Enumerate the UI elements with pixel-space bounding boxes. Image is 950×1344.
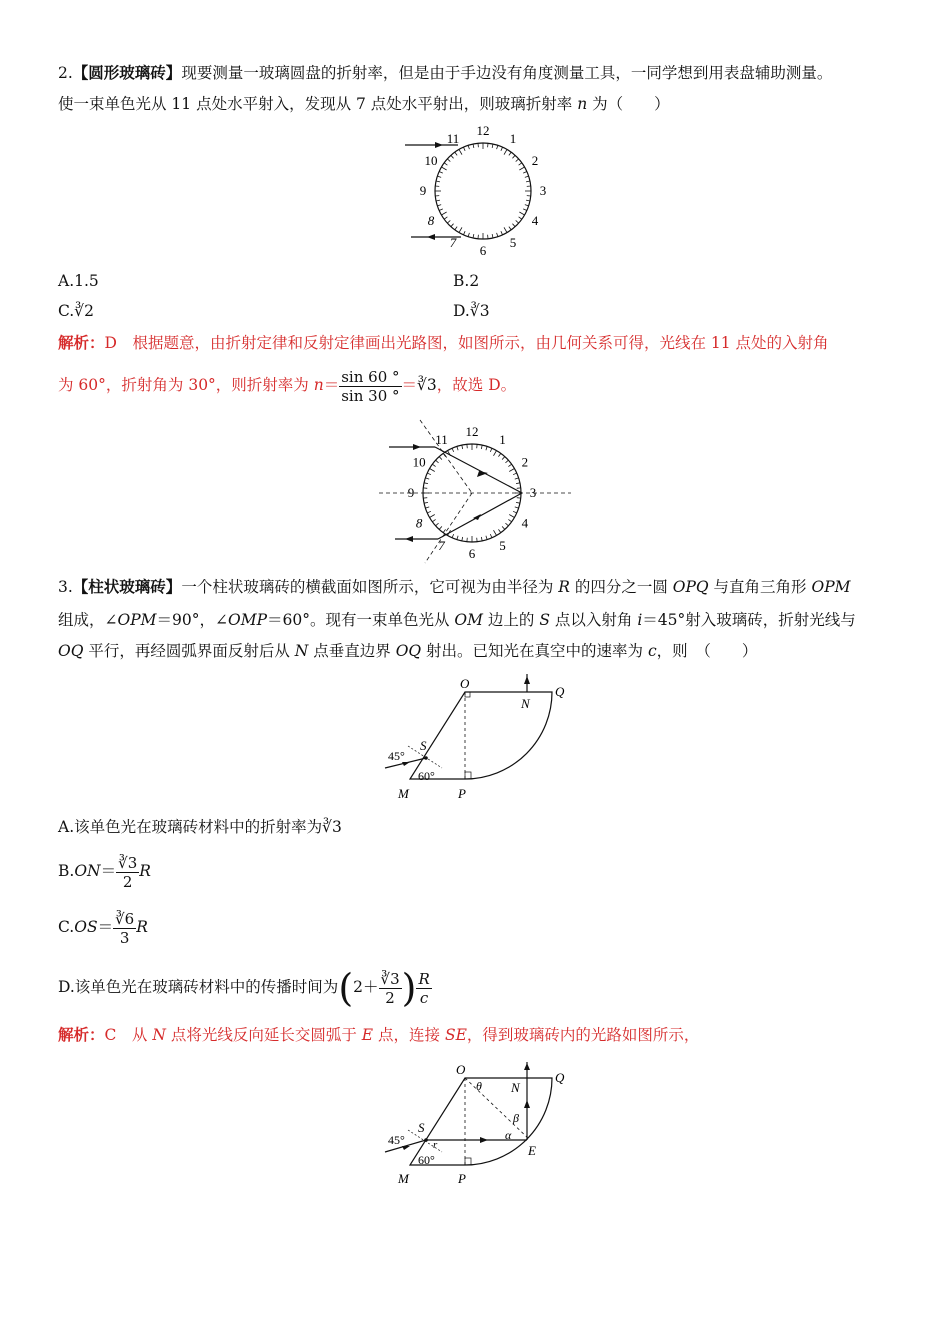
clock-tick xyxy=(437,176,441,177)
q3-option-d-frac2 xyxy=(416,970,431,1007)
label-m: M xyxy=(398,786,409,801)
label-o: O xyxy=(460,676,470,691)
q2-text2b: 为（ ） xyxy=(587,95,670,113)
q3-option-d-num-val: 3 xyxy=(390,969,400,988)
label2-beta: β xyxy=(513,1111,519,1125)
label2-45: 45° xyxy=(388,1133,405,1147)
clock-number: 7 xyxy=(449,234,457,250)
clock-tick xyxy=(452,534,454,538)
q3-analysis-text-a: 从 xyxy=(131,1026,153,1044)
clock-tick xyxy=(424,502,428,503)
q3-analysis-answer: C xyxy=(104,1026,117,1044)
clock-number: 6 xyxy=(479,243,487,258)
clock-tick xyxy=(481,445,482,449)
clock-tick xyxy=(502,457,505,460)
clock-tick xyxy=(501,231,503,235)
q3-option-d-den: 2 xyxy=(385,988,395,1007)
clock-number: 12 xyxy=(476,123,490,138)
q3-number: 3. xyxy=(58,578,73,596)
label2-alpha: α xyxy=(505,1128,512,1142)
label2-q: Q xyxy=(555,1070,565,1085)
clock-tick xyxy=(432,464,435,466)
q3-option-b-eq: ＝ xyxy=(100,862,117,880)
label2-n: N xyxy=(511,1080,520,1095)
q3-option-c-frac xyxy=(113,910,136,947)
q3-text2d: 边上的 xyxy=(482,611,540,629)
label-q: Q xyxy=(555,684,565,699)
clock-tick xyxy=(492,144,493,148)
clock-tick xyxy=(486,536,487,540)
q3-option-c-num: ∛6 xyxy=(115,909,135,928)
q3-analysis-e: E xyxy=(361,1026,374,1044)
label2-60: 60° xyxy=(418,1153,435,1167)
clock-tick xyxy=(425,507,429,508)
q2-tag: 【圆形玻璃砖】 xyxy=(72,63,182,82)
q2-analysis-text2a: 为 60°，折射角为 30°，则折射率为 xyxy=(58,376,314,394)
clock-tick xyxy=(504,149,507,154)
clock-tick xyxy=(516,502,520,503)
clock-dial xyxy=(420,123,547,258)
clock-number: 9 xyxy=(407,485,415,500)
q3-option-d-rparen: ) xyxy=(401,966,417,1010)
clock-tick xyxy=(437,205,441,206)
clock-number: 3 xyxy=(539,183,547,198)
clock-tick xyxy=(519,163,522,165)
q2-analysis-text1: 根据题意，由折射定律和反射定律画出光路图，如图所示，由几何关系可得，光线在 11 点处的入射角 xyxy=(132,334,829,352)
q3-option-c[interactable] xyxy=(58,904,148,950)
clock-number: 4 xyxy=(531,213,539,228)
q3-option-a-text: A.该单色光在玻璃砖材料中的折射率为 xyxy=(58,818,323,836)
clock-tick xyxy=(463,147,465,151)
q3-option-d-two: 2＋ xyxy=(353,978,379,996)
q3-text2b: ＝90°，∠ xyxy=(156,611,228,629)
clock-tick xyxy=(447,159,450,162)
clock-tick xyxy=(509,152,511,155)
clock-tick xyxy=(473,144,474,148)
q3-text2f: ＝45°射入玻璃砖，折射光线与 xyxy=(642,611,856,629)
q2-clock-figure xyxy=(395,118,565,263)
clock-tick xyxy=(444,163,447,165)
clock-tick xyxy=(441,167,446,170)
clock-tick xyxy=(424,483,428,484)
q3-option-c-eq: ＝ xyxy=(97,918,114,936)
clock-number: 11 xyxy=(435,432,448,448)
clock-tick xyxy=(486,446,487,450)
clock-number: 6 xyxy=(468,546,476,561)
clock-tick xyxy=(452,448,454,452)
q2-analysis-text2b: ，故选 D。 xyxy=(436,376,517,394)
q3-text1a: 一个柱状玻璃砖的横截面如图所示，它可视为由半径为 xyxy=(181,578,559,596)
q3-analysis-text-b: 点将光线反向延长交圆弧于 xyxy=(165,1026,362,1044)
q2-option-d-prefix: D. xyxy=(453,302,470,320)
clock-number: 9 xyxy=(419,183,427,198)
label2-m: M xyxy=(398,1171,409,1186)
clock-number: 1 xyxy=(509,131,517,147)
clock-tick xyxy=(512,155,515,158)
clock-tick xyxy=(513,473,517,475)
clock-tick xyxy=(430,515,435,518)
q3-var-om: OM xyxy=(454,611,483,629)
label2-p: P xyxy=(458,1171,466,1186)
clock-number: 5 xyxy=(509,234,517,250)
q2-frac-num: sin 60 ° xyxy=(341,367,400,386)
clock-tick xyxy=(468,233,469,237)
clock-tick xyxy=(508,464,511,466)
clock-number: 5 xyxy=(499,537,506,553)
clock-tick xyxy=(526,200,530,201)
clock-tick xyxy=(523,171,527,173)
clock-tick xyxy=(492,234,493,238)
q3-analysis-se: SE xyxy=(444,1026,467,1044)
clock-tick xyxy=(509,227,511,230)
q3-option-b[interactable] xyxy=(58,848,151,894)
q3-option-d-frac xyxy=(379,970,402,1007)
q3-var-opq: OPQ xyxy=(672,578,709,596)
q3-option-b-den: 2 xyxy=(122,872,133,891)
q2-analysis-line2 xyxy=(58,364,516,406)
clock-tick xyxy=(432,519,435,521)
clock-tick xyxy=(505,460,508,463)
q2-analysis-line1 xyxy=(58,332,829,354)
clock-number: 8 xyxy=(427,213,435,228)
q3-analysis-text-d: ，得到玻璃砖内的光路如图所示， xyxy=(466,1026,700,1044)
label2-theta: θ xyxy=(476,1079,482,1093)
clock-tick xyxy=(502,526,505,529)
q2-analysis-figure xyxy=(375,418,575,568)
clock-tick xyxy=(515,507,519,508)
clock-tick xyxy=(525,205,529,206)
clock-number: 7 xyxy=(438,537,445,553)
q3-var-opm: OPM xyxy=(811,578,851,596)
clock-tick xyxy=(462,445,463,449)
q3-var-n: N xyxy=(294,642,309,660)
q3-text3a: 平行，再经圆弧界面反射后从 xyxy=(83,642,295,660)
q3-line1 xyxy=(58,576,851,598)
q2-analysis-fraction xyxy=(339,368,401,405)
q3-text1b: 的四分之一圆 xyxy=(569,578,673,596)
clock-tick xyxy=(473,234,474,238)
clock-tick xyxy=(504,227,507,232)
q3-text1c: 与直角三角形 xyxy=(708,578,812,596)
clock-tick xyxy=(436,200,440,201)
q3-var-c: c xyxy=(647,642,657,660)
q3-var-i: i xyxy=(637,611,643,629)
clock-tick xyxy=(519,167,524,170)
clock-tick xyxy=(459,149,462,154)
label-60: 60° xyxy=(418,769,435,783)
q3-line2 xyxy=(58,609,856,631)
clock-tick xyxy=(436,181,440,182)
q3-option-d[interactable] xyxy=(58,962,432,1012)
clock-tick xyxy=(451,224,454,227)
q2-analysis-label: 解析： xyxy=(58,333,105,352)
clock-tick xyxy=(481,537,482,541)
q3-option-d-lparen: ( xyxy=(338,966,354,1010)
label-45: 45° xyxy=(388,749,405,763)
q3-var-s: S xyxy=(539,611,550,629)
clock-tick xyxy=(513,511,517,513)
clock-tick xyxy=(441,212,446,215)
label-p: P xyxy=(458,786,466,801)
q3-option-b-num-val: 3 xyxy=(127,853,138,872)
q2-analysis-eq2: ＝ xyxy=(401,376,418,394)
label-s: S xyxy=(420,738,427,753)
clock-tick xyxy=(427,511,431,513)
q3-option-d-c: c xyxy=(419,988,429,1007)
clock-tick xyxy=(439,209,443,211)
q3-option-d-r: R xyxy=(418,969,430,988)
clock-tick xyxy=(525,176,529,177)
q3-var-oq2: OQ xyxy=(395,642,422,660)
q2-option-d[interactable]: D.∛3 xyxy=(453,302,490,320)
clock-number: 12 xyxy=(465,424,479,439)
q2-analysis-var-n: n xyxy=(313,376,324,394)
clock-tick xyxy=(427,473,431,475)
q3-option-b-prefix: B. xyxy=(58,862,75,880)
q3-option-c-prefix: C. xyxy=(58,918,75,936)
clock-tick xyxy=(515,478,519,479)
clock-tick xyxy=(490,534,492,538)
q3-text2e: 点以入射角 xyxy=(549,611,638,629)
q2-analysis-root: ∛3 xyxy=(417,376,437,394)
q2-number: 2. xyxy=(58,64,73,82)
clock-tick xyxy=(447,220,450,223)
clock-tick xyxy=(439,457,442,460)
clock-tick xyxy=(498,453,500,456)
q2-option-d-value: 3 xyxy=(479,302,490,320)
clock-number: 10 xyxy=(412,454,426,470)
clock-number: 2 xyxy=(531,153,539,168)
clock-tick xyxy=(468,145,469,149)
q2-line2 xyxy=(58,93,670,115)
clock-tick xyxy=(497,233,498,237)
q3-text3b: 点垂直边界 xyxy=(308,642,396,660)
q2-line1 xyxy=(58,62,832,84)
q3-option-c-num-val: 6 xyxy=(124,909,135,928)
label2-s: S xyxy=(418,1120,425,1135)
q3-option-d-num: ∛3 xyxy=(380,969,400,988)
q3-analysis-n: N xyxy=(152,1026,166,1044)
q3-var-opm2: OPM xyxy=(117,611,157,629)
q2-option-c-value: 2 xyxy=(84,302,94,320)
clock-tick xyxy=(509,469,514,472)
q2-option-a[interactable]: A.1.5 xyxy=(58,272,99,290)
label2-o: O xyxy=(456,1062,466,1077)
q3-option-a-val: 3 xyxy=(332,818,342,836)
clock-number: 1 xyxy=(499,432,506,448)
clock-tick xyxy=(436,460,439,463)
clock-tick xyxy=(526,181,530,182)
clock-tick xyxy=(516,220,519,223)
q2-option-b[interactable]: B.2 xyxy=(453,272,480,290)
q3-option-c-r: R xyxy=(136,918,148,936)
q2-analysis-eq: ＝ xyxy=(323,376,340,394)
q2-analysis-answer: D xyxy=(104,334,117,352)
q3-option-c-den: 3 xyxy=(119,928,130,947)
q3-analysis xyxy=(58,1024,699,1046)
clock-tick xyxy=(494,530,497,535)
clock-tick xyxy=(455,152,457,155)
q3-line3 xyxy=(58,640,757,662)
q3-text3c: 射出。已知光在真空中的速率为 xyxy=(421,642,648,660)
clock-tick xyxy=(439,526,442,529)
clock-number: 10 xyxy=(424,153,438,168)
clock-tick xyxy=(457,536,458,540)
clock-tick xyxy=(512,224,515,227)
clock-tick xyxy=(519,217,522,219)
q3-option-d-text: D.该单色光在玻璃砖材料中的传播时间为 xyxy=(58,978,339,996)
clock-tick xyxy=(498,529,500,532)
clock-dial-2 xyxy=(408,424,537,561)
clock-tick xyxy=(490,448,492,452)
q3-option-b-var: ON xyxy=(74,862,101,880)
q3-option-a[interactable]: A.该单色光在玻璃砖材料中的折射率为∛3 xyxy=(58,818,342,836)
clock-tick xyxy=(455,227,457,230)
q2-option-c[interactable]: C.∛2 xyxy=(58,302,94,320)
q3-var-r: R xyxy=(558,578,570,596)
clock-tick xyxy=(497,145,498,149)
label2-e: E xyxy=(528,1143,536,1158)
q3-option-b-frac xyxy=(116,854,139,891)
clock-tick xyxy=(519,212,524,215)
q2-var-n: n xyxy=(577,95,588,113)
q3-tag: 【柱状玻璃砖】 xyxy=(72,577,182,596)
q2-text2a: 使一束单色光从 11 点处水平射入，发现从 7 点处水平射出，则玻璃折射率 xyxy=(58,95,578,113)
clock-tick xyxy=(509,515,514,518)
clock-tick xyxy=(516,159,519,162)
clock-tick xyxy=(430,469,435,472)
q2-option-c-prefix: C. xyxy=(58,302,75,320)
q3-figure xyxy=(380,670,580,805)
q3-var-oq: OQ xyxy=(58,642,84,660)
clock-tick xyxy=(463,231,465,235)
clock-tick xyxy=(501,147,503,151)
label2-r: r xyxy=(433,1139,438,1151)
clock-tick xyxy=(425,478,429,479)
q3-option-b-r: R xyxy=(139,862,151,880)
clock-tick xyxy=(436,523,439,526)
clock-tick xyxy=(462,537,463,541)
clock-tick xyxy=(451,155,454,158)
q3-option-c-var: OS xyxy=(74,918,98,936)
clock-number: 2 xyxy=(521,454,529,470)
q2-text1: 现要测量一玻璃圆盘的折射率，但是由于手边没有角度测量工具，一同学想到用表盘辅助测量。 xyxy=(181,64,833,82)
clock-tick xyxy=(508,519,511,521)
clock-tick xyxy=(516,483,520,484)
clock-tick xyxy=(494,451,497,456)
clock-number: 8 xyxy=(415,515,423,531)
clock-number: 4 xyxy=(521,515,529,531)
q3-analysis-text-c: 点，连接 xyxy=(373,1026,445,1044)
clock-tick xyxy=(505,523,508,526)
clock-tick xyxy=(523,209,527,211)
q3-text2c: ＝60°。现有一束单色光从 xyxy=(267,611,455,629)
clock-tick xyxy=(443,529,445,532)
q2-analysis-root-val: 3 xyxy=(426,376,437,394)
clock-number: 11 xyxy=(446,131,460,147)
clock-tick xyxy=(459,227,462,232)
clock-tick xyxy=(444,217,447,219)
clock-tick xyxy=(457,446,458,450)
clock-circle xyxy=(435,143,531,239)
clock-tick xyxy=(439,171,443,173)
q3-option-b-num: ∛3 xyxy=(118,853,138,872)
label-n: N xyxy=(521,696,530,711)
clock-number: 3 xyxy=(529,485,537,500)
q3-text2a: 组成，∠ xyxy=(58,611,118,629)
q3-text3d: ，则 （ ） xyxy=(656,642,758,660)
q3-var-omp: OMP xyxy=(227,611,267,629)
q3-analysis-label: 解析： xyxy=(58,1025,105,1044)
q2-frac-den: sin 30 ° xyxy=(341,386,400,405)
q3-analysis-figure xyxy=(380,1060,580,1195)
